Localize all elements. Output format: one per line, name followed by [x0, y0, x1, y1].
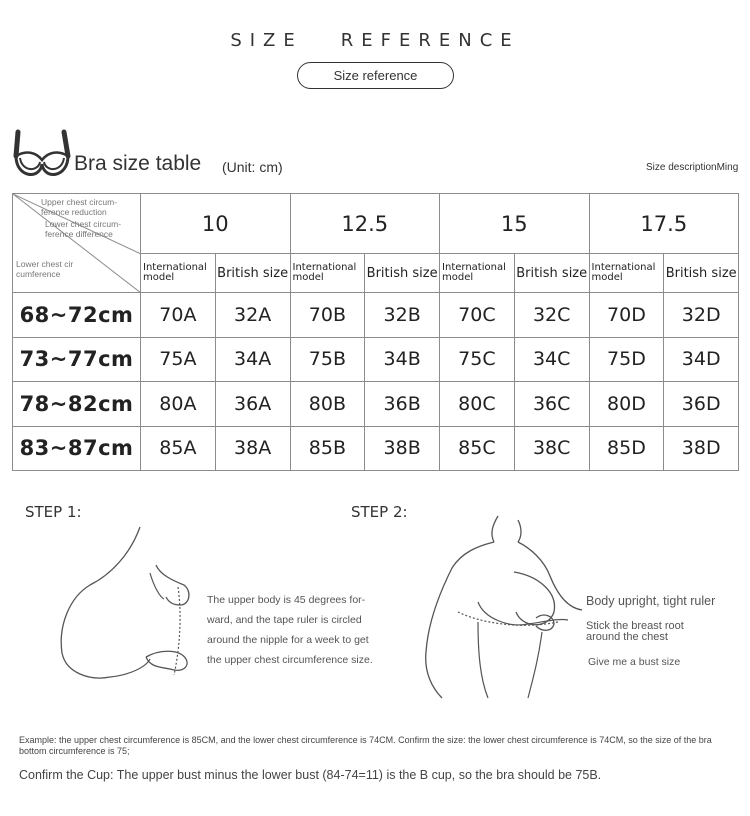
- international-model-header: International model: [589, 254, 664, 293]
- table-cell: 80B: [290, 382, 365, 427]
- step2-line2b: around the chest: [586, 631, 668, 643]
- british-size-header: British size: [365, 254, 440, 293]
- table-cell: 75B: [290, 337, 365, 382]
- table-row: [13, 293, 739, 338]
- step1-label: STEP 1:: [25, 503, 82, 521]
- step1-line: The upper body is 45 degrees for-: [207, 594, 366, 606]
- table-cell: 38C: [514, 426, 589, 471]
- bra-size-table: [12, 193, 739, 471]
- confirm-cup-note: Confirm the Cup: The upper bust minus the lower bust (84-74=11) is the B cup, so the bra should be 75B.: [19, 768, 602, 782]
- table-cell: 80D: [589, 382, 664, 427]
- page-heading: [0, 30, 750, 51]
- table-cell: 32A: [215, 293, 290, 338]
- step2-label: STEP 2:: [351, 503, 408, 521]
- corner-upper-label: Upper chest circum- ference reduction: [41, 197, 118, 217]
- band-header: 15: [440, 194, 590, 254]
- table-cell: 34B: [365, 337, 440, 382]
- table-row: [13, 382, 739, 427]
- table-row: [13, 337, 739, 382]
- size-description: Size descriptionMing: [646, 162, 739, 173]
- table-cell: 70A: [141, 293, 216, 338]
- example-note: Example: the upper chest circumference is 85CM, and the lower chest circumference is 74CM. Confirm the size: the lower chest circumference is 74CM, so the size of the bra bottom circumference is 75;: [19, 735, 712, 756]
- table-cell: 75D: [589, 337, 664, 382]
- row-label: 83~87cm: [13, 426, 141, 471]
- table-cell: 70B: [290, 293, 365, 338]
- step1-line: ward, and the tape ruler is circled: [207, 614, 362, 626]
- table-cell: 75C: [440, 337, 515, 382]
- table-cell: 38A: [215, 426, 290, 471]
- table-cell: 32C: [514, 293, 589, 338]
- table-title: Bra size table: [74, 152, 202, 175]
- step1-measuring-illustration: [50, 525, 200, 685]
- table-cell: 32B: [365, 293, 440, 338]
- table-cell: 75A: [141, 337, 216, 382]
- row-label: 73~77cm: [13, 337, 141, 382]
- table-cell: 70D: [589, 293, 664, 338]
- table-cell: 38D: [664, 426, 739, 471]
- step1-line: the upper chest circumference size.: [207, 654, 373, 666]
- international-model-header: International model: [440, 254, 515, 293]
- table-cell: 80C: [440, 382, 515, 427]
- table-cell: 34A: [215, 337, 290, 382]
- band-header: 10: [141, 194, 291, 254]
- table-cell: 85C: [440, 426, 515, 471]
- british-size-header: British size: [514, 254, 589, 293]
- step2-line1: Body upright, tight ruler: [586, 594, 716, 608]
- step1-line: around the nipple for a week to get: [207, 634, 369, 646]
- heading-word-size: SIZE: [230, 30, 303, 51]
- table-cell: 85B: [290, 426, 365, 471]
- international-model-header: International model: [141, 254, 216, 293]
- size-reference-pill: Size reference: [297, 62, 454, 89]
- band-header: 12.5: [290, 194, 440, 254]
- band-header: 17.5: [589, 194, 739, 254]
- heading-word-reference: REFERENCE: [340, 30, 520, 51]
- step2-measuring-illustration: [418, 512, 588, 702]
- table-cell: 36D: [664, 382, 739, 427]
- international-model-header: International model: [290, 254, 365, 293]
- table-cell: 34C: [514, 337, 589, 382]
- row-label: 68~72cm: [13, 293, 141, 338]
- step1-instructions: [207, 590, 373, 670]
- table-unit: (Unit: cm): [222, 159, 283, 175]
- corner-header-cell: [13, 194, 141, 293]
- table-cell: 38B: [365, 426, 440, 471]
- table-row: [13, 426, 739, 471]
- step2-line3: Give me a bust size: [588, 656, 681, 668]
- step2-line2a: Stick the breast root: [586, 620, 684, 632]
- row-label: 78~82cm: [13, 382, 141, 427]
- bra-icon: [12, 126, 72, 182]
- table-cell: 80A: [141, 382, 216, 427]
- corner-lower-diff-label: Lower chest circum- ference difference: [45, 219, 122, 239]
- british-size-header: British size: [664, 254, 739, 293]
- table-cell: 36B: [365, 382, 440, 427]
- british-size-header: British size: [215, 254, 290, 293]
- table-cell: 70C: [440, 293, 515, 338]
- table-cell: 36C: [514, 382, 589, 427]
- table-cell: 34D: [664, 337, 739, 382]
- corner-lower-label: Lower chest cir cumference: [16, 259, 74, 279]
- table-cell: 85D: [589, 426, 664, 471]
- table-cell: 36A: [215, 382, 290, 427]
- table-cell: 85A: [141, 426, 216, 471]
- table-cell: 32D: [664, 293, 739, 338]
